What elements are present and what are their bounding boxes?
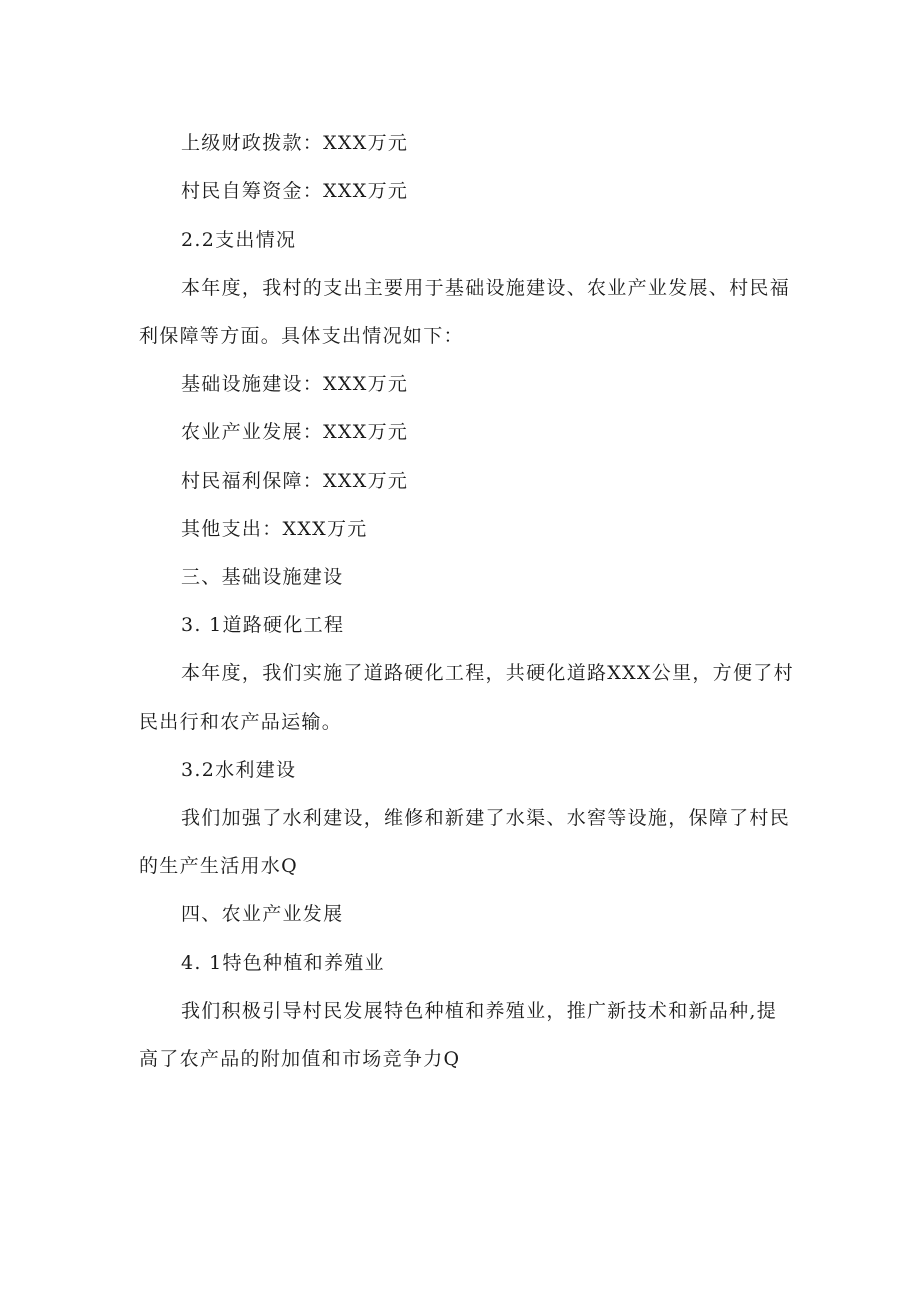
paragraph-line: 我们加强了水利建设，维修和新建了水渠、水窖等设施，保障了村民 xyxy=(181,807,791,829)
subsection-heading-specialty: 4. 1特色种植和养殖业 xyxy=(181,952,385,974)
subsection-heading-water: 3.2水利建设 xyxy=(181,759,297,781)
expense-line-infrastructure: 基础设施建设：XXX万元 xyxy=(181,373,409,395)
paragraph-line: 高了农产品的附加值和市场竞争力Q xyxy=(139,1048,461,1070)
paragraph-line: 本年度，我村的支出主要用于基础设施建设、农业产业发展、村民福 xyxy=(181,277,791,299)
section-heading-infrastructure: 三、基础设施建设 xyxy=(181,566,344,588)
paragraph-line: 本年度，我们实施了道路硬化工程，共硬化道路XXX公里，方便了村 xyxy=(181,662,794,684)
income-line-superior-allocation: 上级财政拨款：XXX万元 xyxy=(181,132,409,154)
subsection-heading-roads: 3. 1道路硬化工程 xyxy=(181,614,345,636)
paragraph-line: 利保障等方面。具体支出情况如下： xyxy=(139,325,464,347)
paragraph-line: 的生产生活用水Q xyxy=(139,855,298,877)
section-heading-agriculture: 四、农业产业发展 xyxy=(181,903,344,925)
expense-line-agriculture: 农业产业发展：XXX万元 xyxy=(181,421,409,443)
income-line-villager-funds: 村民自筹资金：XXX万元 xyxy=(181,180,409,202)
paragraph-line: 我们积极引导村民发展特色种植和养殖业，推广新技术和新品种,提 xyxy=(181,1000,778,1022)
section-heading-expenditure: 2.2支出情况 xyxy=(181,229,297,251)
expense-line-other: 其他支出：XXX万元 xyxy=(181,518,368,540)
expense-line-welfare: 村民福利保障：XXX万元 xyxy=(181,470,409,492)
paragraph-line: 民出行和农产品运输。 xyxy=(139,711,343,733)
